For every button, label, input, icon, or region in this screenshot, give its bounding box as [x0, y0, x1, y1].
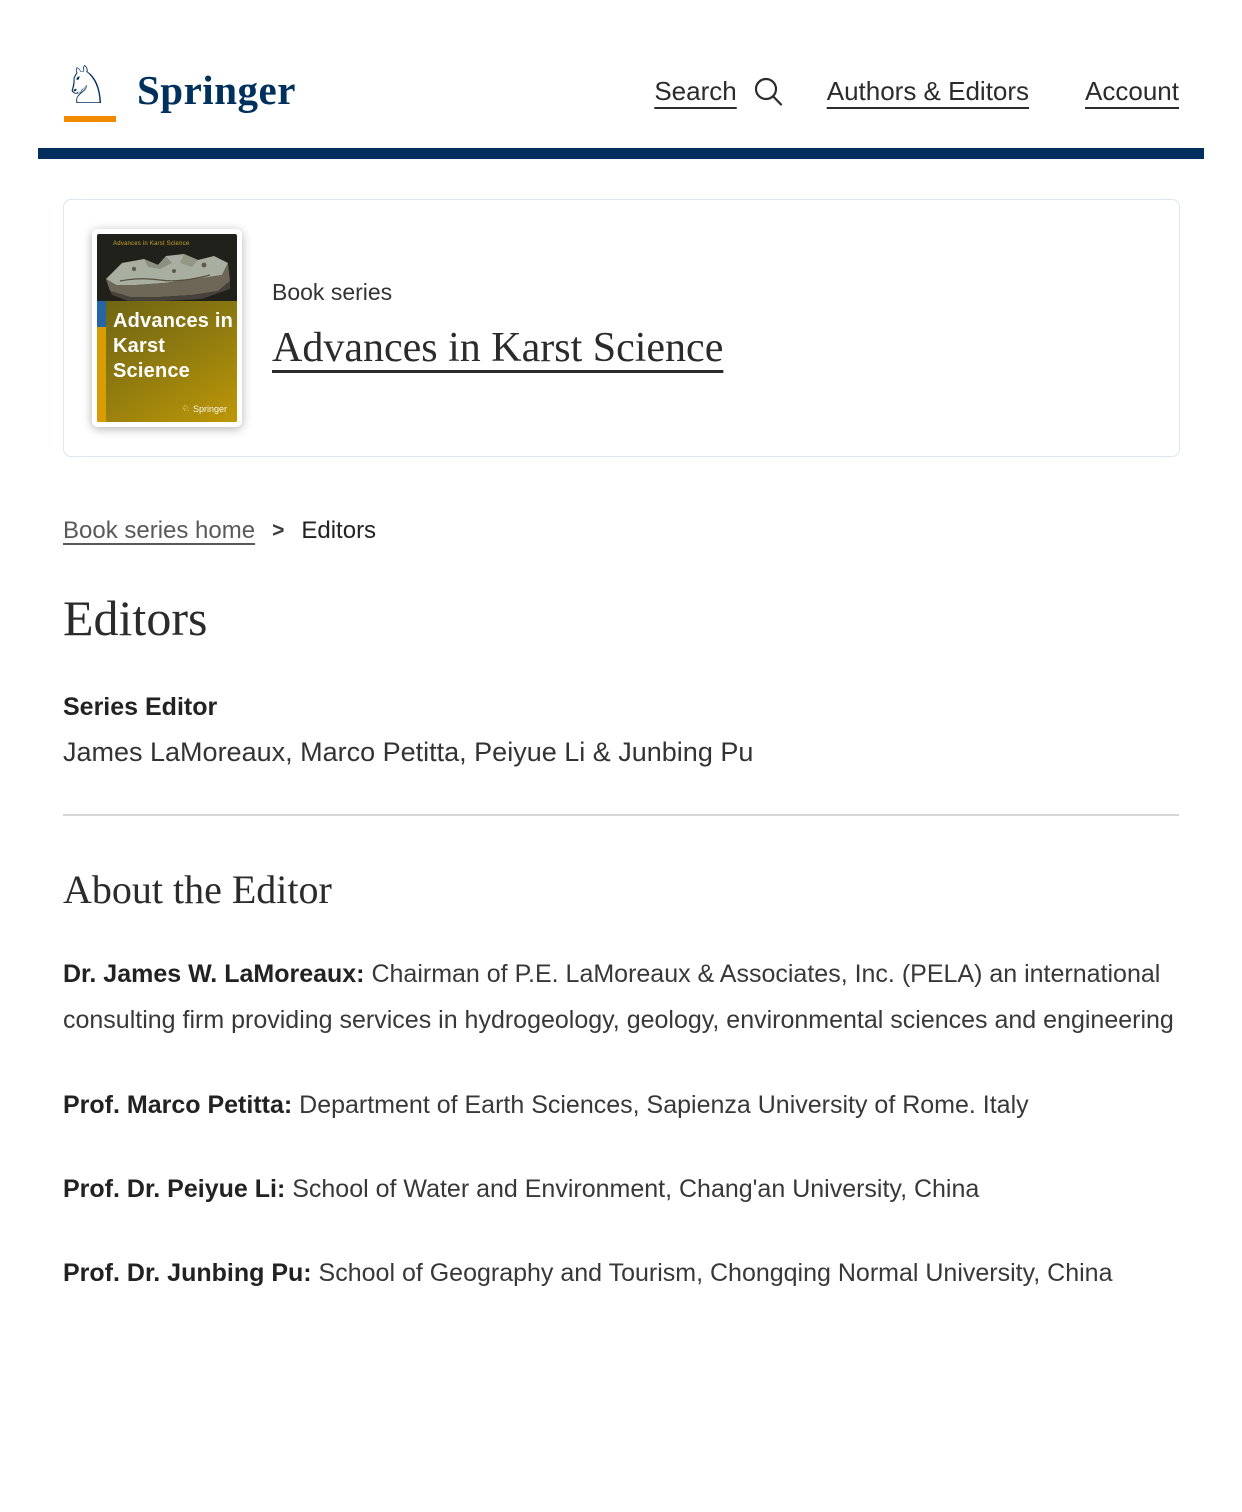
logo-orange-underline	[64, 116, 116, 122]
book-cover-link[interactable]	[92, 229, 242, 427]
site-header	[0, 0, 1242, 122]
about-the-editor-heading: About the Editor	[63, 867, 332, 912]
nav-search-link[interactable]: Search	[654, 75, 737, 106]
breadcrumb	[63, 517, 1179, 545]
section-divider	[63, 814, 1179, 816]
editor-bio	[63, 1250, 1175, 1296]
breadcrumb-current: Editors	[301, 517, 377, 544]
brand-wordmark: Springer	[137, 67, 296, 113]
cover-title	[113, 309, 237, 384]
nav-authors-editors-link[interactable]: Authors & Editors	[826, 75, 1030, 106]
cover-publisher-logo	[182, 404, 227, 414]
header-divider-bar	[38, 148, 1204, 159]
cover-amber-stripe	[97, 327, 106, 422]
nav-account-link[interactable]: Account	[1085, 75, 1179, 106]
series-editors-names: James LaMoreaux, Marco Petitta, Peiyue Li & Junbing Pu	[63, 737, 754, 767]
cover-publisher-name: Springer	[192, 404, 227, 414]
karst-rock-illustration	[100, 247, 234, 303]
editor-bio-text: Chairman of P.E. LaMoreaux & Associates, Inc. (PELA) an international consulting firm providing services in hydrogeology, geology, environmental sciences and engineering	[63, 960, 1174, 1035]
editor-bio	[63, 1082, 1175, 1128]
search-icon[interactable]	[751, 75, 785, 109]
editor-bio	[63, 1166, 1175, 1212]
cover-title-line2: Karst Science	[113, 335, 191, 382]
editor-bio-name: Prof. Dr. Peiyue Li:	[63, 1174, 286, 1203]
cover-blue-stripe	[97, 301, 106, 327]
chevron-right-icon: >	[272, 519, 285, 542]
editor-bio-name: Dr. James W. LaMoreaux:	[63, 960, 365, 988]
series-card	[63, 199, 1180, 457]
series-title-link[interactable]: Advances in Karst Science	[272, 324, 724, 371]
nav-search-group	[654, 73, 784, 109]
book-cover-image	[97, 234, 237, 422]
editor-bio-text: Department of Earth Sciences, Sapienza University of Rome. Italy	[292, 1090, 1029, 1119]
top-navigation	[654, 73, 1179, 109]
cover-series-label: Advances in Karst Science	[113, 241, 190, 247]
editor-bio-name: Prof. Dr. Junbing Pu:	[63, 1259, 312, 1287]
series-editor-heading: Series Editor	[63, 693, 218, 721]
horse-knight-icon: ♘	[63, 56, 110, 116]
breadcrumb-home-link[interactable]: Book series home	[63, 517, 256, 544]
editor-bio-text: School of Geography and Tourism, Chongqing Normal University, China	[311, 1259, 1113, 1287]
springer-logo[interactable]	[63, 56, 296, 122]
cover-title-line1: Advances in	[113, 310, 234, 332]
editor-bio-text: School of Water and Environment, Chang'an University, China	[285, 1174, 980, 1203]
springer-horse-icon	[63, 56, 121, 122]
editor-bio	[63, 951, 1175, 1044]
editor-bio-name: Prof. Marco Petitta:	[63, 1090, 293, 1119]
page-title: Editors	[63, 590, 208, 646]
book-series-kicker: Book series	[272, 278, 393, 305]
mini-horse-icon: ♘	[181, 404, 190, 414]
series-meta	[272, 279, 723, 378]
